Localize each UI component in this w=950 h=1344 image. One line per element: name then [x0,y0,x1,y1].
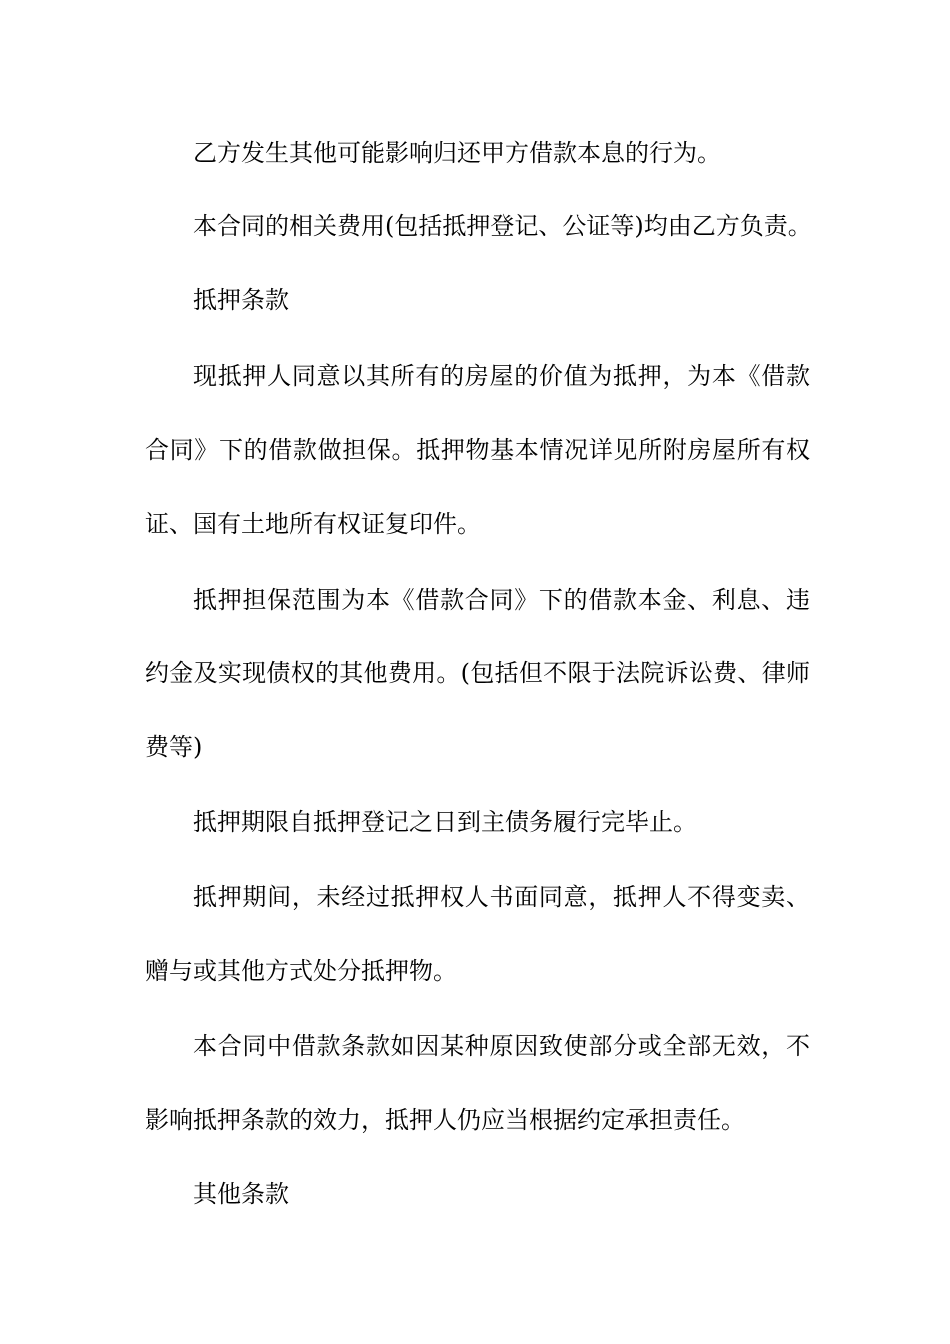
paragraph-line: 抵押期限自抵押登记之日到主债务履行完毕止。 [193,808,697,836]
paragraph-line: 证、国有土地所有权证复印件。 [145,510,481,538]
paragraph-line: 抵押担保范围为本《借款合同》下的借款本金、利息、违 [193,586,810,614]
paragraph-line: 约金及实现债权的其他费用。(包括但不限于法院诉讼费、律师 [145,659,810,687]
paragraph-line: 赠与或其他方式处分抵押物。 [145,957,457,985]
paragraph-line: 本合同的相关费用(包括抵押登记、公证等)均由乙方负责。 [193,212,812,240]
paragraph-line: 费等) [145,733,203,761]
section-heading: 其他条款 [193,1180,289,1208]
paragraph-line: 合同》下的借款做担保。抵押物基本情况详见所附房屋所有权 [145,436,810,464]
paragraph-line: 本合同中借款条款如因某种原因致使部分或全部无效，不 [193,1032,810,1060]
paragraph-line: 影响抵押条款的效力，抵押人仍应当根据约定承担责任。 [145,1106,745,1134]
section-heading: 抵押条款 [193,286,289,314]
paragraph-line: 乙方发生其他可能影响归还甲方借款本息的行为。 [193,139,721,167]
paragraph-line: 现抵押人同意以其所有的房屋的价值为抵押，为本《借款 [193,362,810,390]
paragraph-line: 抵押期间，未经过抵押权人书面同意，抵押人不得变卖、 [193,883,810,911]
